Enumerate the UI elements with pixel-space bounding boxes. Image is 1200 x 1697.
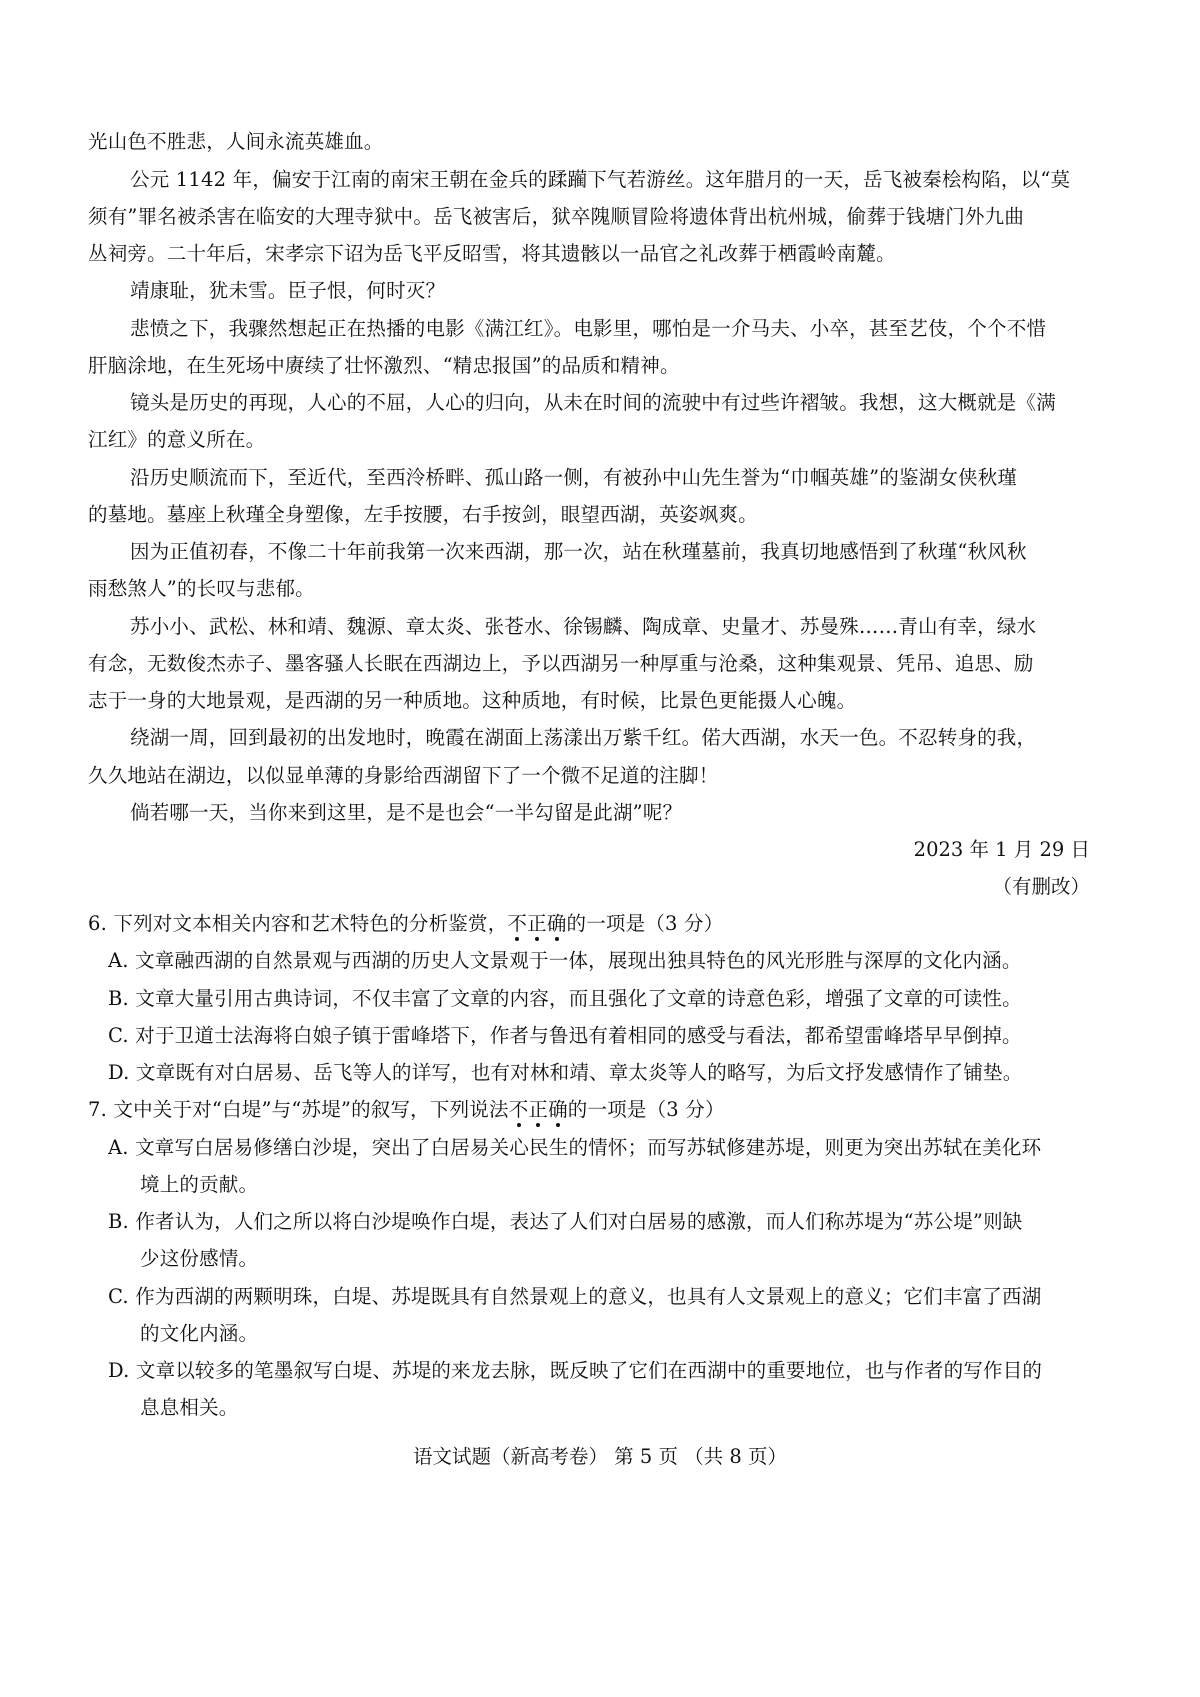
passage-line: 光山色不胜悲，人间永流英雄血。 [88, 130, 384, 153]
passage-date: 2023 年 1 月 29 日 [913, 838, 1090, 861]
passage-line: 沿历史顺流而下，至近代，至西泠桥畔、孤山路一侧，有被孙中山先生誉为“巾帼英雄”的鉴湖女侠秋瑾 [130, 466, 1018, 489]
question-7-option-a: A. 文章写白居易修缮白沙堤，突出了白居易关心民生的情怀；而写苏轼修建苏堤，则更为突出苏轼在美化环 [108, 1136, 1042, 1159]
emphasis-char: 确 [546, 912, 567, 935]
question-6-option-a: A. 文章融西湖的自然景观与西湖的历史人文景观于一体，展现出独具特色的风光形胜与深厚的文化内涵。 [108, 949, 1022, 972]
passage-line: 丛祠旁。二十年后，宋孝宗下诏为岳飞平反昭雪，将其遗骸以一品官之礼改葬于栖霞岭南麓。 [88, 242, 896, 265]
question-7-option-d: D. 文章以较多的笔墨叙写白堤、苏堤的来龙去脉，既反映了它们在西湖中的重要地位，也与作者的写作目的 [108, 1359, 1043, 1382]
passage-line: 绕湖一周，回到最初的出发地时，晚霞在湖面上荡漾出万紫千红。偌大西湖，水天一色。不忍转身的我， [130, 726, 1037, 749]
emphasis-char: 正 [527, 912, 547, 935]
question-7-option-c: C. 作为西湖的两颗明珠，白堤、苏堤既具有自然景观上的意义，也具有人文景观上的意义；它们丰富了西湖 [108, 1285, 1042, 1308]
passage-line: 久久地站在湖边，以似显单薄的身影给西湖留下了一个微不足道的注脚！ [88, 764, 719, 787]
passage-line: 江红》的意义所在。 [88, 428, 266, 451]
passage-line: 倘若哪一天，当你来到这里，是不是也会“一半勾留是此湖”呢？ [130, 801, 683, 824]
passage-line: 志于一身的大地景观，是西湖的另一种质地。这种质地，有时候，比景色更能摄人心魄。 [88, 689, 857, 712]
question-6-option-b: B. 文章大量引用古典诗词，不仅丰富了文章的内容，而且强化了文章的诗意色彩，增强了文章的可读性。 [108, 987, 1022, 1010]
emphasis-char: 不 [508, 1098, 529, 1121]
page-footer: 语文试题（新高考卷） 第 5 页 （共 8 页） [412, 1445, 787, 1468]
emphasis-char: 确 [548, 1098, 568, 1121]
emphasis-char: 正 [528, 1098, 549, 1121]
question-6-stem [88, 910, 723, 938]
stem-text: 6. 下列对文本相关内容和艺术特色的分析鉴赏， [88, 912, 508, 935]
passage-line: 苏小小、武松、林和靖、魏源、章太炎、张苍水、徐锡麟、陶成章、史量才、苏曼殊……青山有幸，绿水 [130, 615, 1037, 638]
question-6-option-d: D. 文章既有对白居易、岳飞等人的详写，也有对林和靖、章太炎等人的略写，为后文抒发感情作了铺垫。 [108, 1061, 1023, 1084]
question-7-option-b-cont: 少这份感情。 [140, 1247, 259, 1270]
question-7-option-b: B. 作者认为，人们之所以将白沙堤唤作白堤，表达了人们对白居易的感激，而人们称苏堤为“苏公堤”则缺 [108, 1210, 1023, 1233]
emphasis-char: 不 [507, 912, 528, 935]
stem-text: 7. 文中关于对“白堤”与“苏堤”的叙写，下列说法 [88, 1098, 509, 1121]
question-6-option-c: C. 对于卫道士法海将白娘子镇于雷峰塔下，作者与鲁迅有着相同的感受与看法，都希望雷峰塔早早倒掉。 [108, 1024, 1022, 1047]
passage-line: 的墓地。墓座上秋瑾全身塑像，左手按腰，右手按剑，眼望西湖，英姿飒爽。 [88, 503, 758, 526]
question-7-option-d-cont: 息息相关。 [140, 1396, 239, 1419]
stem-text: 的一项是（3 分） [566, 912, 724, 935]
passage-line: 公元 1142 年，偏安于江南的南宋王朝在金兵的蹂躏下气若游丝。这年腊月的一天，岳飞被秦桧构陷，以“莫 [130, 168, 1071, 191]
question-7-option-a-cont: 境上的贡献。 [140, 1173, 259, 1196]
passage-line: 肝脑涂地，在生死场中赓续了壮怀激烈、“精忠报国”的品质和精神。 [88, 354, 680, 377]
passage-line: 有念，无数俊杰赤子、墨客骚人长眠在西湖边上，予以西湖另一种厚重与沧桑，这种集观景、凭吊、追思、励 [88, 652, 1034, 675]
passage-line: 镜头是历史的再现，人心的不屈，人心的归向，从未在时间的流驶中有过些许褶皱。我想，这大概就是《满 [130, 391, 1056, 414]
passage-line: 悲愤之下，我骤然想起正在热播的电影《满江红》。电影里，哪怕是一介马夫、小卒，甚至艺伎，个个不惜 [130, 317, 1047, 340]
passage-line: 靖康耻，犹未雪。臣子恨，何时灭？ [130, 279, 446, 302]
stem-text: 的一项是（3 分） [567, 1098, 725, 1121]
passage-line: 因为正值初春，不像二十年前我第一次来西湖，那一次，站在秋瑾墓前，我真切地感悟到了秋瑾“秋风秋 [130, 540, 1027, 563]
question-7-option-c-cont: 的文化内涵。 [140, 1322, 259, 1345]
passage-line: 须有”罪名被杀害在临安的大理寺狱中。岳飞被害后，狱卒隗顺冒险将遗体背出杭州城，偷葬于钱塘门外九曲 [88, 205, 1025, 228]
question-7-stem [88, 1096, 725, 1124]
passage-line: 雨愁煞人”的长叹与悲郁。 [88, 577, 315, 600]
edit-note: （有删改） [992, 875, 1090, 898]
